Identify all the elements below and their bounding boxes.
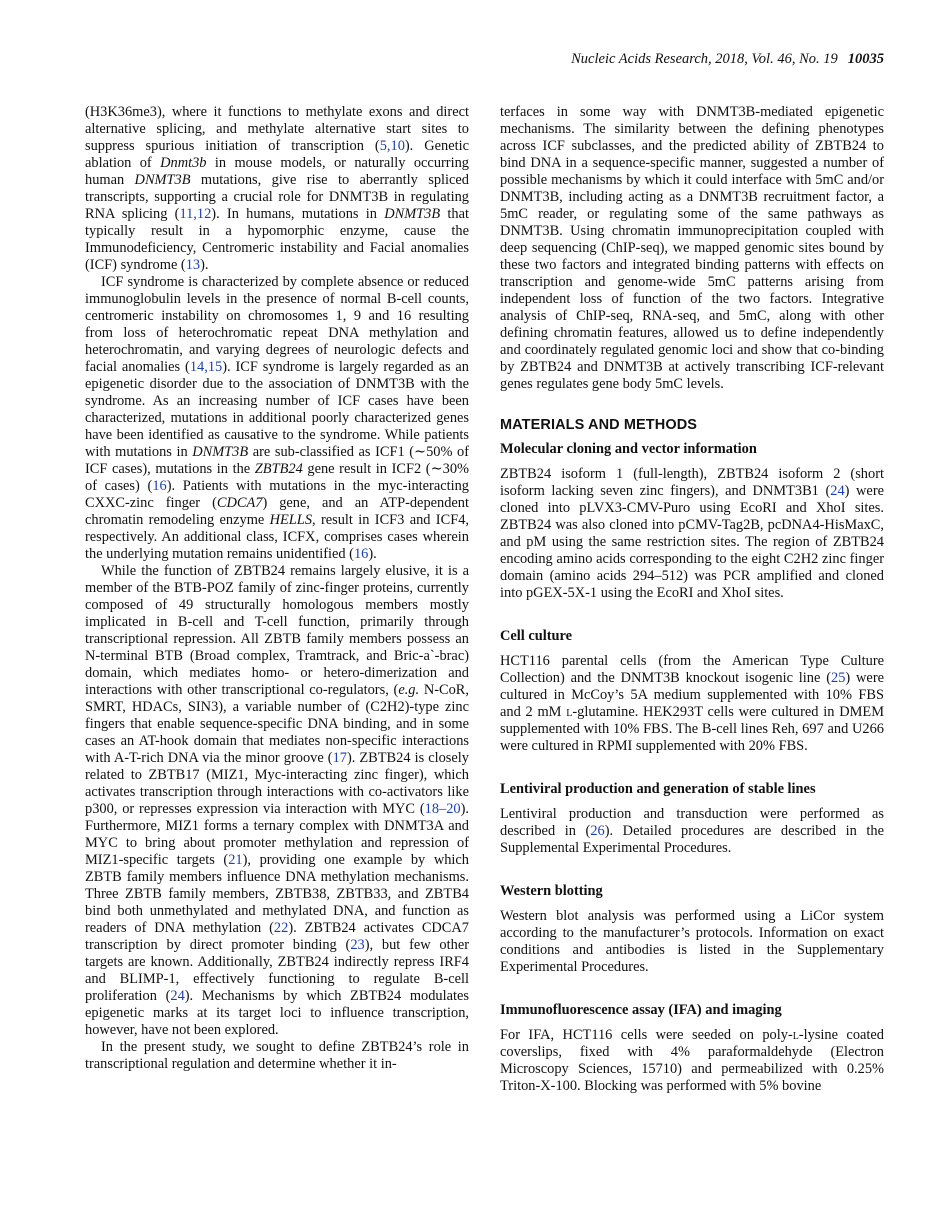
page-number: 10035 [847, 51, 884, 67]
citation-link[interactable]: 13 [185, 257, 201, 273]
paragraph-3: While the function of ZBTB24 remains largely elusive, it is a member of the BTB-POZ family of zinc-finger proteins, currently composed of 49 structurally homologous members mostly implicated in B-cell and T-cell function, primarily through transcriptional repression. All ZBTB family members possess an N-terminal BTB (Broad complex, Tramtrack, and Bric-a`-brac) domain, which mediates homo- or hetero-dimerization and interactions with other transcriptional co-regulators, (e.g. N-CoR, SMRT, HDACs, SIN3), a variable number of (C2H2)-type zinc fingers that enable sequence-specific DNA binding, and in some cases an AT-hook domain that mediates non-specific interactions with A-T-rich DNA via the minor groove (17). ZBTB24 is closely related to ZBTB17 (MIZ1, Myc-interacting zinc finger), which activates transcription through interactions with co-activators like p300, or represses expression via interaction with MYC (18–20). Furthermore, MIZ1 forms a ternary complex with DNMT3A and MYC to bring about promoter methylation and repression of MIZ1-specific targets (21), providing one example by which ZBTB family members influence DNA methylation mechanisms. Three ZBTB family members, ZBTB38, ZBTB33, and ZBTB4 bind both unmethylated and methylated DNA, and function as readers of DNA methylation (22). ZBTB24 activates CDCA7 transcription by direct promoter binding (23), but few other targets are known. Additionally, ZBTB24 indirectly repress IRF4 and BLIMP-1, effectively functioning to regulate B-cell proliferation (24). Mechanisms by which ZBTB24 modulates epigenetic marks at its target loci to influence transcription, however, have not been explored. [85, 563, 470, 1038]
citation-link[interactable]: 17 [332, 750, 347, 766]
paragraph-continued: terfaces in some way with DNMT3B-mediated epigenetic mechanisms. The similarity between the defining phenotypes across ICF subclasses, and the predicted ability of ZBTB24 to bind DNA in a sequence-specific manner, suggested a number of possible mechanisms by which it could interface with 5mC and/or DNMT3B, including acting as a DNMT3B recruitment factor, a 5mC reader, or regulating some of the same pathways as DNMT3B. Using chromatin immunoprecipitation coupled with deep sequencing (ChIP-seq), we mapped genomic sites bound by these two factors and integrated binding patterns with effects on transcription and genome-wide 5mC patterns arising from independent loss of function of the two factors. Integrative analysis of ChIP-seq, RNA-seq, and 5mC, along with other defining chromatin features, allowed us to define independently and coordinately regulated genomic loci and show that co-binding by ZBTB24 and DNMT3B at actively transcribing ICF-relevant genes regulates gene body 5mC levels. [500, 104, 884, 392]
subsection-heading: Immunofluorescence assay (IFA) and imaging [500, 1002, 782, 1018]
gene-name: CDCA7 [216, 495, 263, 511]
subsection-heading: Lentiviral production and generation of stable lines [500, 781, 816, 797]
citation-link[interactable]: 22 [273, 920, 289, 936]
gene-name: ZBTB24 [254, 461, 303, 477]
citation-link[interactable]: 14,15 [189, 359, 223, 375]
subsection-text: HCT116 parental cells (from the American Type Culture Collection) and the DNMT3B knockout isogenic line (25) were cultured in McCoy’s 5A medium supplemented with 10% FBS and 2 mM l-glutamine. HEK293T cells were cultured in DMEM supplemented with 10% FBS. The B-cell lines Reh, 697 and U266 were cultured in RPMI supplemented with 20% FBS. [500, 653, 884, 754]
subsection-text: ZBTB24 isoform 1 (full-length), ZBTB24 isoform 2 (short isoform lacking seven zinc fingers), and DNMT3B1 (24) were cloned into pLVX3-CMV-Puro using EcoRI and XhoI sites. ZBTB24 was also cloned into pCMV-Tag2B, pcDNA4-HisMaxC, and pM using the same restriction sites. The region of ZBTB24 encoding amino acids corresponding to the eight C2H2 zinc finger domain (amino acids 294–512) was PCR amplified and cloned into pGEX-5X-1 using the EcoRI and XhoI sites. [500, 466, 884, 601]
paragraph-2: ICF syndrome is characterized by complete absence or reduced immunoglobulin levels in the presence of normal B-cell counts, centromeric instability on chromosomes 1, 9 and 16 resulting from loss of heterochromatic repeat DNA methylation and heterochromatin, and varying degrees of neurologic defects and facial anomalies (14,15). ICF syndrome is largely regarded as an epigenetic disorder due to the association of DNMT3B with the syndrome. As an increasing number of ICF cases have been characterized, mutations in additional poorly characterized genes have been identified as causative to the syndrome. While patients with mutations in DNMT3B are sub-classified as ICF1 (∼50% of ICF cases), mutations in the ZBTB24 gene result in ICF2 (∼30% of cases) (16). Patients with mutations in the myc-interacting CXXC-zinc finger (CDCA7) gene, and an ATP-dependent chromatin remodeling enzyme HELLS, result in ICF3 and ICF4, respectively. An additional class, ICFX, comprises cases wherein the underlying mutation remains unidentified (16). [85, 274, 470, 562]
citation-link[interactable]: 24 [170, 988, 185, 1004]
subsection-heading: Molecular cloning and vector information [500, 441, 757, 457]
gene-name: DNMT3B [192, 444, 249, 460]
subsection-heading: Cell culture [500, 628, 573, 644]
subsection-heading: Western blotting [500, 883, 603, 899]
journal-citation: Nucleic Acids Research, 2018, Vol. 46, No. 19 [571, 51, 838, 67]
citation-link[interactable]: 5,10 [379, 138, 405, 154]
citation-link[interactable]: 23 [350, 937, 365, 953]
paragraph-4: In the present study, we sought to define ZBTB24’s role in transcriptional regulation and determine whether it in- [85, 1039, 469, 1072]
citation-link[interactable]: 21 [228, 852, 243, 868]
citation-link[interactable]: 16 [152, 478, 167, 494]
citation-link[interactable]: 24 [830, 483, 845, 499]
subsection-text: For IFA, HCT116 cells were seeded on poly-l-lysine coated coverslips, fixed with 4% paraformaldehyde (Electron Microscopy Sciences, 15710) and permeabilized with 0.25% Triton-X-100. Blocking was performed with 5% bovine [500, 1027, 884, 1094]
citation-link[interactable]: 18–20 [424, 801, 461, 817]
gene-name: DNMT3B [134, 172, 191, 188]
left-column [85, 104, 469, 1073]
subsection-text: Lentiviral production and transduction were performed as described in (26). Detailed procedures are described in the Supplemental Experimental Procedures. [500, 806, 884, 856]
citation-link[interactable]: 11,12 [179, 206, 212, 222]
running-head [571, 51, 884, 68]
citation-link[interactable]: 26 [590, 823, 605, 839]
gene-name: Dnmt3b [160, 155, 207, 171]
section-heading: MATERIALS AND METHODS [500, 417, 698, 433]
gene-name: HELLS [269, 512, 313, 528]
paragraph-1: (H3K36me3), where it functions to methylate exons and direct alternative splicing, and methylate alternative start sites to suppress spurious initiation of transcription (5,10). Genetic ablation of Dnmt3b in mouse models, or naturally occurring human DNMT3B mutations, give rise to aberrantly spliced transcripts, supporting a crucial role for DNMT3B in regulating RNA splicing (11,12). In humans, mutations in DNMT3B that typically result in a hypomorphic enzyme, cause the Immunodeficiency, Centromeric instability and Facial anomalies (ICF) syndrome (13). [85, 104, 470, 273]
subsection-text: Western blot analysis was performed using a LiCor system according to the manufacturer’s protocols. Information on exact conditions and antibodies is listed in the Supplementary Experimental Procedures. [500, 908, 884, 975]
right-column [500, 104, 884, 1095]
gene-name: DNMT3B [384, 206, 441, 222]
abbreviation: e.g. [398, 682, 420, 698]
citation-link[interactable]: 25 [831, 670, 846, 686]
citation-link[interactable]: 16 [353, 546, 369, 562]
